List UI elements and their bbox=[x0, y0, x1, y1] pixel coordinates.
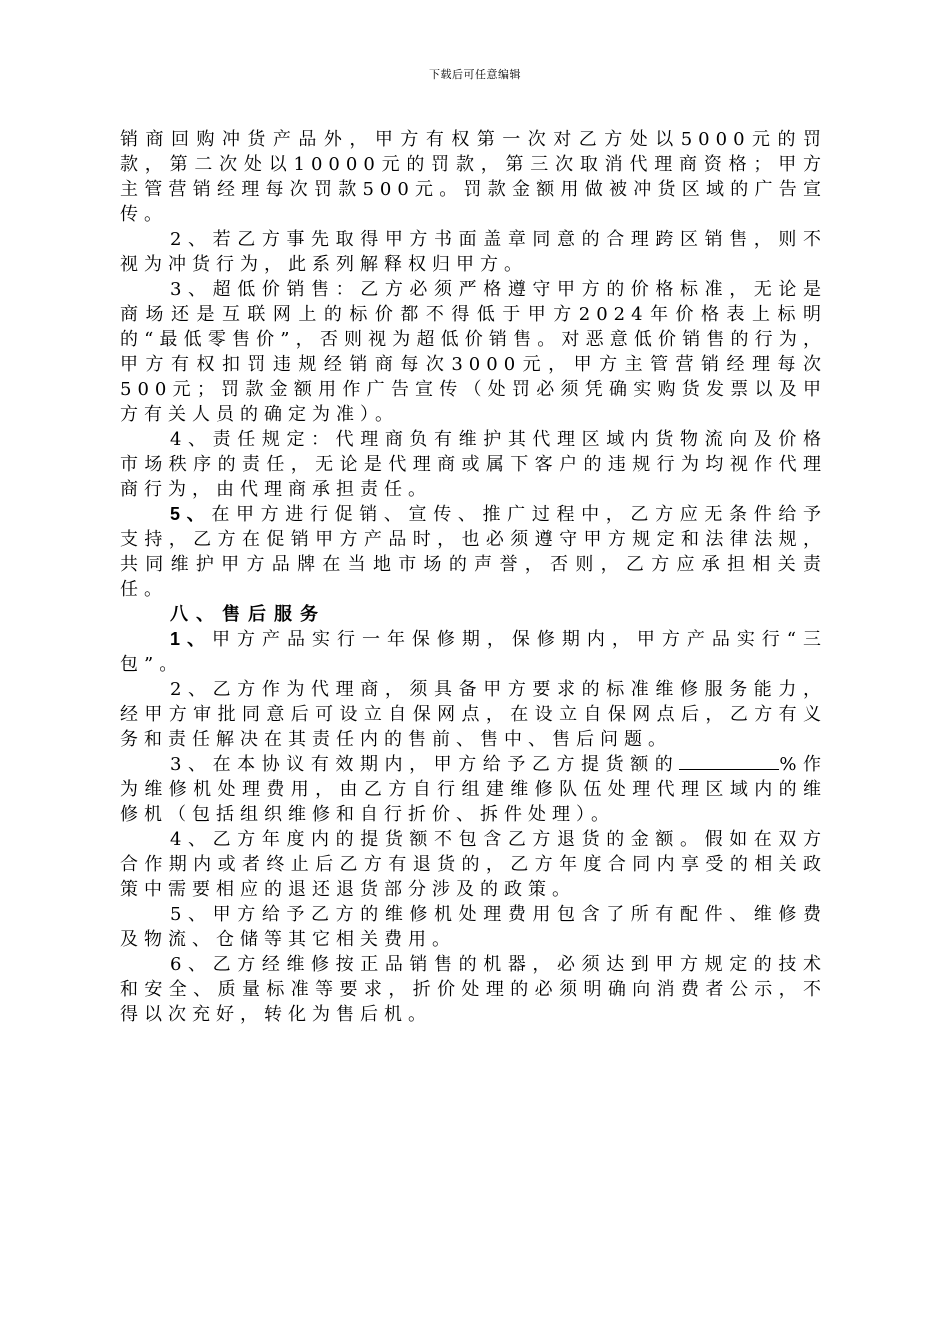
section-heading-after-sales: 八、售后服务 bbox=[170, 604, 326, 625]
paragraph-cross-region-approval: 2、若乙方事先取得甲方书面盖章同意的合理跨区销售，则不视为冲货行为，此系列解释权归甲方。 bbox=[120, 229, 827, 275]
paragraph-text: 甲方产品实行一年保修期，保修期内，甲方产品实行“三包”。 bbox=[120, 629, 827, 675]
document-body bbox=[120, 127, 827, 1027]
paragraph-service-capability: 2、乙方作为代理商，须具备甲方要求的标准维修服务能力，经甲方审批同意后可设立自保网点，在设立自保网点后，乙方有义务和责任解决在其责任内的售前、售中、售后问题。 bbox=[120, 679, 827, 750]
paragraph-number: 1、 bbox=[170, 629, 212, 649]
paragraph-warranty bbox=[120, 627, 827, 677]
paragraph-repair-fee bbox=[120, 752, 827, 827]
paragraph-promotion-support bbox=[120, 502, 827, 602]
paragraph-return-policy: 4、乙方年度内的提货额不包含乙方退货的金额。假如在双方合作期内或者终止后乙方有退货的，乙方年度合同内享受的相关政策中需要相应的退还退货部分涉及的政策。 bbox=[120, 829, 827, 900]
paragraph-text-b: %作为维修机处理费用，由乙方自行组建维修队伍处理代理区域内的维修机（包括组织维修和自行折价、拆件处理）。 bbox=[120, 754, 827, 825]
paragraph-number: 5、 bbox=[170, 504, 212, 524]
paragraph-responsibility: 4、责任规定：代理商负有维护其代理区域内货物流向及价格市场秩序的责任，无论是代理商或属下客户的违规行为均视作代理商行为，由代理商承担责任。 bbox=[120, 429, 827, 500]
paragraph-penalty-continuation: 销商回购冲货产品外，甲方有权第一次对乙方处以5000元的罚款，第二次处以10000元的罚款，第三次取消代理商资格；甲方主管营销经理每次罚款500元。罚款金额用做被冲货区域的广告宣传。 bbox=[120, 129, 827, 225]
paragraph-text-a: 3、在本协议有效期内，甲方给予乙方提货额的 bbox=[170, 754, 680, 775]
paragraph-quality-standards: 6、乙方经维修按正品销售的机器，必须达到甲方规定的技术和安全、质量标准等要求，折价处理的必须明确向消费者公示，不得以次充好，转化为售后机。 bbox=[120, 954, 827, 1025]
page-header: 下载后可任意编辑 bbox=[429, 68, 521, 81]
paragraph-low-price-sales: 3、超低价销售：乙方必须严格遵守甲方的价格标准，无论是商场还是互联网上的标价都不得低于甲方2024年价格表上标明的“最低零售价”，否则视为超低价销售。对恶意低价销售的行为，甲方有权扣罚违规经销商每次3000元，甲方主管营销经理每次500元；罚款金额用作广告宣传（处罚必须凭确实购货发票以及甲方有关人员的确定为准）。 bbox=[120, 279, 827, 425]
paragraph-fee-coverage: 5、甲方给予乙方的维修机处理费用包含了所有配件、维修费及物流、仓储等其它相关费用。 bbox=[120, 904, 827, 950]
paragraph-text: 在甲方进行促销、宣传、推广过程中，乙方应无条件给予支持，乙方在促销甲方产品时，也必须遵守甲方规定和法律法规，共同维护甲方品牌在当地市场的声誉，否则，乙方应承担相关责任。 bbox=[120, 504, 828, 600]
fill-in-blank[interactable] bbox=[679, 753, 779, 770]
